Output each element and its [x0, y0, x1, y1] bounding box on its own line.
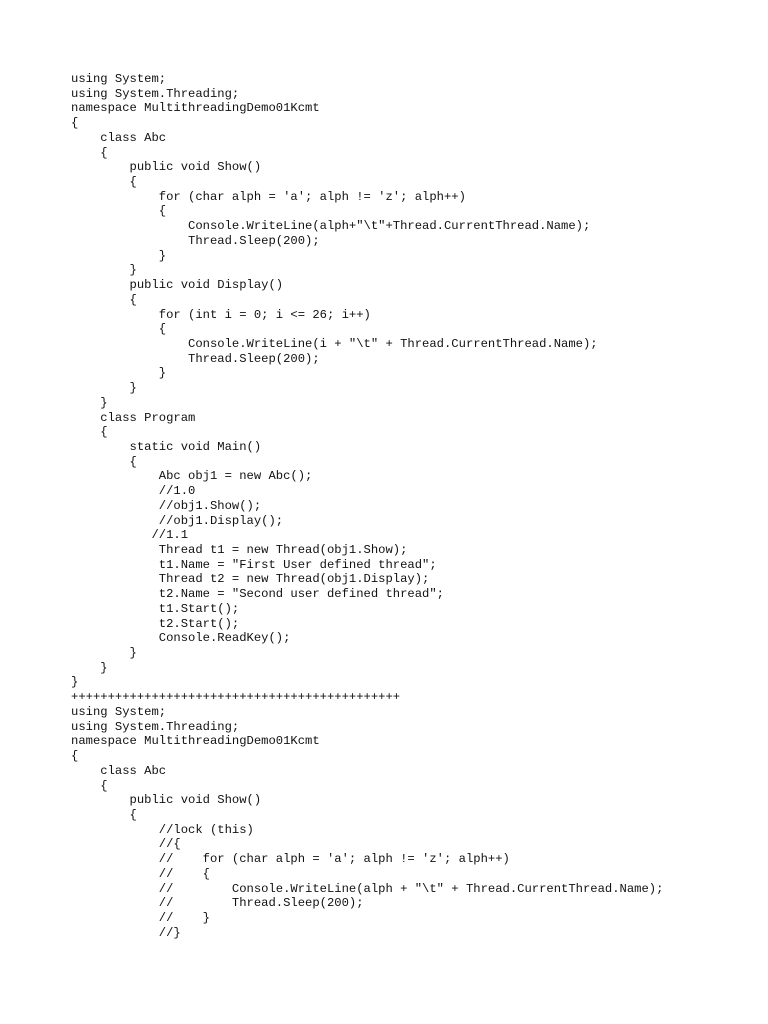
code-line: {: [71, 145, 108, 160]
code-line: {: [71, 425, 108, 440]
code-line: }: [71, 263, 137, 278]
code-line: class Program: [71, 410, 196, 425]
code-line: using System;: [71, 704, 167, 719]
code-line: //}: [71, 925, 181, 940]
code-line: {: [71, 175, 137, 190]
code-line: }: [71, 395, 108, 410]
code-line: }: [71, 646, 137, 661]
code-line: using System;: [71, 72, 167, 86]
code-line: static void Main(): [71, 439, 262, 454]
code-line: //1.1: [71, 528, 189, 543]
code-line: //1.0: [71, 484, 196, 499]
code-line: //obj1.Display();: [71, 513, 284, 528]
code-line: class Abc: [71, 763, 167, 778]
code-line: //obj1.Show();: [71, 498, 262, 513]
code-line: t1.Start();: [71, 601, 240, 616]
code-line: public void Display(): [71, 278, 284, 293]
code-line: for (char alph = 'a'; alph != 'z'; alph++): [71, 189, 466, 204]
code-line: }: [71, 660, 108, 675]
code-line: // }: [71, 910, 210, 925]
code-line: {: [71, 292, 137, 307]
code-line: {: [71, 116, 79, 131]
code-line: // Console.WriteLine(alph + "\t" + Thread.CurrentThread.Name);: [71, 881, 664, 896]
code-line: //lock (this): [71, 822, 254, 837]
code-line: Console.WriteLine(i + "\t" + Thread.CurrentThread.Name);: [71, 336, 598, 351]
code-line: //{: [71, 837, 181, 852]
code-line: Console.ReadKey();: [71, 631, 291, 646]
code-line: }: [71, 366, 167, 381]
code-line: using System.Threading;: [71, 719, 240, 734]
code-line: Thread t2 = new Thread(obj1.Display);: [71, 572, 430, 587]
code-line: t1.Name = "First User defined thread";: [71, 557, 437, 572]
code-line: // Thread.Sleep(200);: [71, 896, 364, 911]
code-line: public void Show(): [71, 160, 262, 175]
code-line: +++++++++++++++++++++++++++++++++++++++++++++: [71, 690, 401, 705]
code-line: namespace MultithreadingDemo01Kcmt: [71, 734, 320, 749]
code-line: {: [71, 204, 167, 219]
code-line: public void Show(): [71, 793, 262, 808]
code-line: Thread.Sleep(200);: [71, 233, 320, 248]
code-line: {: [71, 807, 137, 822]
code-line: // {: [71, 866, 210, 881]
code-line: namespace MultithreadingDemo01Kcmt: [71, 101, 320, 116]
code-line: {: [71, 778, 108, 793]
code-line: }: [71, 675, 79, 690]
code-line: using System.Threading;: [71, 86, 240, 101]
code-line: // for (char alph = 'a'; alph != 'z'; alph++): [71, 852, 510, 867]
code-line: {: [71, 749, 79, 764]
code-line: Console.WriteLine(alph+"\t"+Thread.CurrentThread.Name);: [71, 219, 591, 234]
code-line: Abc obj1 = new Abc();: [71, 469, 313, 484]
code-line: t2.Name = "Second user defined thread";: [71, 587, 444, 602]
code-line: {: [71, 322, 167, 337]
code-listing: [71, 72, 663, 940]
code-line: t2.Start();: [71, 616, 240, 631]
code-line: }: [71, 381, 137, 396]
code-line: {: [71, 454, 137, 469]
code-line: Thread.Sleep(200);: [71, 351, 320, 366]
code-line: for (int i = 0; i <= 26; i++): [71, 307, 371, 322]
code-line: }: [71, 248, 167, 263]
code-line: Thread t1 = new Thread(obj1.Show);: [71, 543, 408, 557]
code-line: class Abc: [71, 130, 167, 145]
